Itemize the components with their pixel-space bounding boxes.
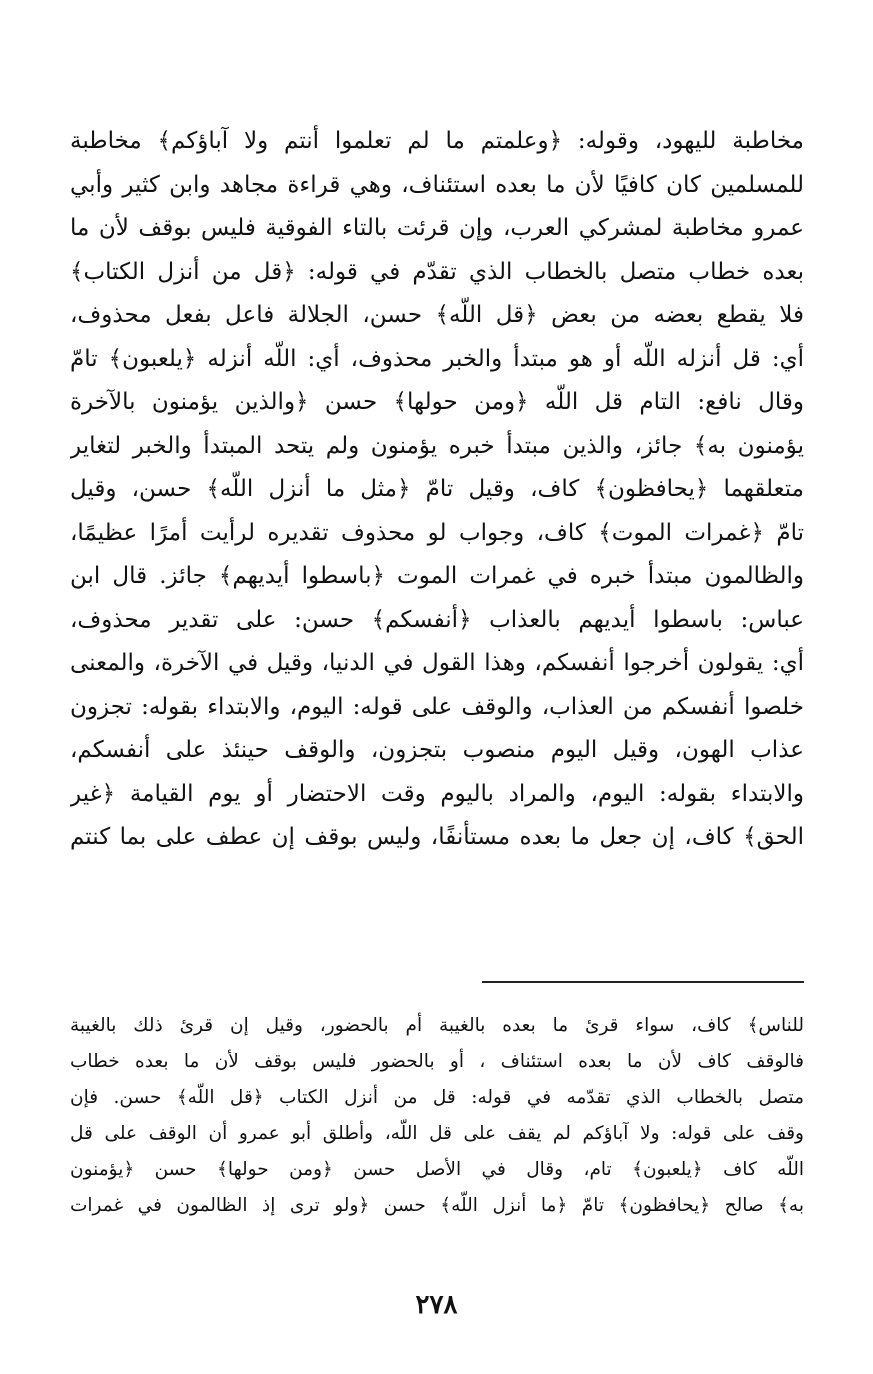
footnote-block <box>70 1008 804 1224</box>
footnote-line: به﴾ صالح ﴿يحافظون﴾ تامّ ﴿ما أنزل اللّه﴾ حسن ﴿ولو ترى إذ الظالمون في غمرات <box>70 1195 804 1216</box>
footnote-line: متصل بالخطاب الذي تقدّمه في قوله: قل من أنزل الكتاب ﴿قل اللّه﴾ حسن. فإن <box>70 1087 804 1108</box>
main-text-line: بعده خطاب متصل بالخطاب الذي تقدّم في قوله: ﴿قل من أنزل الكتاب﴾ <box>70 258 804 285</box>
main-text-line: متعلقهما ﴿يحافظون﴾ كاف، وقيل تامّ ﴿مثل ما أنزل اللّه﴾ حسن، وقيل <box>70 476 804 502</box>
main-text-line: مخاطبة لليهود، وقوله: ﴿وعلمتم ما لم تعلموا أنتم ولا آباؤكم﴾ مخاطبة <box>70 128 804 154</box>
main-text-line: أي: يقولون أخرجوا أنفسكم، وهذا القول في الدنيا، وقيل في الآخرة، والمعنى <box>70 650 804 676</box>
main-text-line: عباس: باسطوا أيديهم بالعذاب ﴿أنفسكم﴾ حسن: على تقدير محذوف، <box>70 606 804 633</box>
footnote-line: فالوقف كاف لأن ما بعده استئناف ، أو بالحضور فليس بوقف لأن ما بعده خطاب <box>70 1051 804 1072</box>
main-text-line: وقال نافع: التام قل اللّه ﴿ومن حولها﴾ حسن ﴿والذين يؤمنون بالآخرة <box>70 389 804 415</box>
footnote-separator <box>482 981 804 983</box>
main-text-line: خلصوا أنفسكم من العذاب، والوقف على قوله: اليوم، والابتداء بقوله: تجزون <box>70 693 804 720</box>
main-text-line: فلا يقطع بعضه من بعض ﴿قل اللّه﴾ حسن، الجلالة فاعل بفعل محذوف، <box>70 302 804 328</box>
main-text-block <box>70 120 804 860</box>
main-text-line: يؤمنون به﴾ جائز، والذين مبتدأ خبره يؤمنون ولم يتحد المبتدأ والخبر لتغاير <box>70 432 804 459</box>
main-text-line: والابتداء بقوله: اليوم، والمراد باليوم وقت الاحتضار أو يوم القيامة ﴿غير <box>70 780 804 807</box>
main-text-line: والظالمون مبتدأ خبره في غمرات الموت ﴿باسطوا أيديهم﴾ جائز. قال ابن <box>70 563 804 589</box>
footnote-line: وقف على قوله: ولا آباؤكم لم يقف على قل اللّه، وأطلق أبو عمرو أن الوقف على قل <box>70 1123 804 1144</box>
main-text-line: أي: قل أنزله اللّه أو هو مبتدأ والخبر محذوف، أي: اللّه أنزله ﴿يلعبون﴾ تامّ <box>70 345 804 372</box>
main-text-line: عمرو مخاطبة لمشركي العرب، وإن قرئت بالتاء الفوقية فليس بوقف لأن ما <box>70 215 804 241</box>
main-text-line: عذاب الهون، وقيل اليوم منصوب بتجزون، والوقف حينئذ على أنفسكم، <box>70 737 804 763</box>
main-text-line: للمسلمين كان كافيًا لأن ما بعده استئناف، وهي قراءة مجاهد وابن كثير وأبي <box>70 171 804 198</box>
page-number: ٢٧٨ <box>415 1290 458 1320</box>
footnote-line: اللّه كاف ﴿يلعبون﴾ تام، وقال في الأصل حسن ﴿ومن حولها﴾ حسن ﴿يؤمنون <box>70 1159 804 1180</box>
main-text-line: الحق﴾ كاف، إن جعل ما بعده مستأنفًا، وليس بوقف إن عطف على بما كنتم <box>70 824 804 850</box>
footnote-line: للناس﴾ كاف، سواء قرئ ما بعده بالغيبة أم بالحضور، وقيل إن قرئ ذلك بالغيبة <box>70 1015 804 1036</box>
main-text-line: تامّ ﴿غمرات الموت﴾ كاف، وجواب لو محذوف تقديره لرأيت أمرًا عظيمًا، <box>70 519 804 546</box>
